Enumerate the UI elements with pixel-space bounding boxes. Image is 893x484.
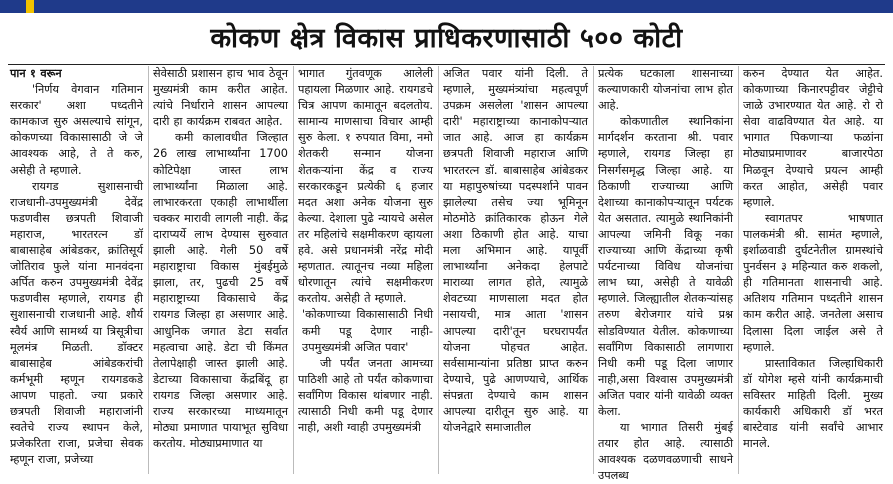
article-paragraph: स्वागतपर भाषणात पालकमंत्री श्री. सामंत म्हणाले, इर्शाळवाडी दुर्घटनेतील ग्रामस्थांचे पुनर्वसन ३ महिन्यात करु शकलो, ही गतिमानता शासनाची आहे. अतिशय गतिमान पध्दतीने शासन काम करीत आहे. जनतेला असाच दिलासा दिला जाईल असे ते म्हणाले.: [743, 211, 883, 354]
article-paragraph: जी पर्यंत जनता आमच्या पाठिशी आहे तो पर्यंत कोकणाचा सर्वांगिण विकास थांबणार नाही. त्यासाठी निधी कमी पडू देणार नाही, अशी ग्वाही उपमुख्यमंत्री: [298, 356, 433, 435]
article-column-5: [598, 66, 733, 483]
article-column-3: [298, 66, 433, 474]
column-divider: [438, 66, 439, 474]
column-divider: [593, 66, 594, 474]
article-column-6: [743, 66, 883, 474]
column-divider: [738, 66, 739, 474]
article-paragraph: कोकणातील स्थानिकांना मार्गदर्शन करताना श्री. पवार म्हणाले, रायगड जिल्हा हा निसर्गसमृद्ध जिल्हा आहे. या ठिकाणी राज्याच्या आणि देशाच्या कानाकोपऱ्यातून पर्यटक येत असतात. त्यामुळे स्थानिकांनी आपल्या जमिनी विकू नका राज्याच्या आणि केंद्राच्या कृषी पर्यटनाच्या विविध योजनांचा लाभ घ्या, असेही ते यावेळी म्हणाले. जिल्ह्यातील शेतकऱ्यांसह तरुण बेरोजगार यांचे प्रश्न सोडविण्यात येतील. कोकणाच्या सर्वांगिण विकासाठी लागणारा निधी कमी पडू दिला जाणार नाही,असा विश्वास उपमुख्यमंत्री अजित पवार यांनी यावेळी व्यक्त केला.: [598, 115, 733, 418]
article-paragraph: रायगड सुशासनाची राजधानी-उपमुख्यमंत्री देवेंद्र फडणवीस छत्रपती शिवाजी महाराज, भारतरत्न डॉ बाबासाहेब आंबेडकर, क्रांतिसूर्य जोतिराव फुले यांना मानवंदना अर्पित करुन उपमुख्यमंत्री देवेंद्र फडणवीस म्हणाले, रायगड ही सुशासनाची राजधानी आहे. शौर्य स्वैर्य आणि सामर्थ्य या त्रिसूत्रीचा मूलमंत्र मिळती. डॉक्टर बाबासाहेब आंबेडकरांची कर्मभूमी म्हणून रायगडकडे आपण पाहतो. ज्या प्रकारे छत्रपती शिवाजी महाराजांनी स्वतेचे राज्य स्थापन केले, प्रजेकरिता राजा, प्रजेचा सेवक म्हणून राजा, प्रजेच्या: [10, 179, 143, 467]
article-paragraph: या भागात तिसरी मुंबई तयार होत आहे. त्यासाठी आवश्यक दळणवळणाची साधने उपलब्ध: [598, 421, 733, 483]
masthead-band: [0, 0, 893, 13]
article-column-2: [153, 66, 288, 474]
article-column-1: [10, 66, 143, 474]
article-paragraph: कमी कालावधीत जिल्हात 26 लाख लाभार्थ्यांना 1700 कोटिपेक्षा जास्त लाभ लाभार्थ्यांना मिळाला आहे. लाभारकरता एकाही लाभार्थीला चक्कर मारावी लागली नाही. केंद्र दाराप्यर्ये लाभ देण्यास सुरुवात झाली आहे. गेली 50 वर्षे महाराष्ट्राचा विकास मुंबईमुळे झाला, तर, पुढची 25 वर्षे महाराष्ट्राच्या विकासाचे केंद्र रायगड जिल्हा हा असणार आहे. आधुनिक जगात डेटा सर्वात महत्वाचा आहे. डेटा ची किंमत तेलापेक्षाही जास्त झाली आहे. डेटाच्या विकासाचा केंद्रबिंदू हा रायगड जिल्हा असणार आहे. राज्य सरकारच्या माध्यमातून मोठ्या प्रमाणात पायाभूत सुविधा करतोय. मोठ्याप्रमाणात या: [153, 131, 288, 451]
article-column-4: [443, 66, 588, 474]
article-paragraph: पान १ वरून: [10, 67, 62, 80]
article-paragraph: अजित पवार यांनी दिली. ते म्हणाले, मुख्यमंत्र्यांचा महत्वपूर्ण उपक्रम असलेला 'शासन आपल्या दारी' महाराष्ट्राच्या कानाकोपऱ्यात जात आहे. आज हा कार्यक्रम छत्रपती शिवाजी महाराज आणि भारतरत्न डॉ. बाबासाहेब आंबेडकर या महापुरुषांच्या पदस्पर्शाने पावन झालेल्या तसेच ज्या भूमिनून मोठमोठे क्रांतिकारक होऊन गेले अशा ठिकाणी होत आहे. याचा मला अभिमान आहे. यापूर्वी लाभार्थ्यांना अनेकदा हेलपाटे माराव्या लागत होते, त्यामुळे शेवटच्या माणसाला मदत होत नसायची, मात्र आता 'शासन आपल्या दारी'तून घरघरापर्यंत योजना पोहचत आहेत. सर्वसामान्यांना प्रतिष्ठा प्राप्त करुन देण्याचे, पुढे आणण्याचे, आर्थिक संपन्नता देण्याचे काम शासन आपल्या दारीतून सुरु आहे. या योजनेद्वारे समाजातील: [443, 67, 588, 435]
article-paragraph: 'निर्णय वेगवान गतिमान सरकार' अशा पध्दतीने कामकाज सुरु असल्याचे सांगून, कोकणच्या विकासासाठी जे जे आवश्यक आहे, ते ते करु, असेही ते म्हणाले.: [10, 83, 143, 177]
subheading: 'कोकणाच्या विकासासाठी निधी कमी पडू देणार नाही- उपमुख्यमंत्री अजित पवार': [302, 308, 433, 354]
article-paragraph: भागात गुंतवणूक आलेली पहायला मिळणार आहे. रायगडचे चित्र आपण कामातून बदलतोय. सामान्य माणसाचा विचार आम्ही सुरु केला. १ रुपयात विमा, नमो शेतकरी सन्मान योजना शेतकऱ्यांना केंद्र व राज्य सरकारकडून प्रत्येकी ६ हजार मदत अशा अनेक योजना सुरु केल्या. देशाला पुढे न्यायचे असेल तर महिलांचे सक्षमीकरण व्हायला हवे. असे प्रधानमंत्री नरेंद्र मोदी म्हणतात. त्यातूनच नव्या महिला धोरणातून त्यांचे सक्षमीकरण करतोय. असेही ते म्हणाले.: [298, 67, 433, 306]
article-paragraph: सेवेसाठी प्रशासन हाच भाव ठेवून मुख्यमंत्री काम करीत आहेत. त्यांचे निर्धाराने शासन आपल्या दारी हा कार्यक्रम राबवत आहेत.: [153, 67, 288, 129]
column-divider: [293, 66, 294, 474]
headline-rule: [8, 64, 885, 65]
masthead-accent: [26, 0, 34, 13]
column-divider: [148, 66, 149, 474]
headline: कोकण क्षेत्र विकास प्राधिकरणासाठी ५०० कोटी: [210, 23, 683, 54]
article-paragraph: प्रत्येक घटकाला शासनाच्या कल्याणकारी योजनांचा लाभ होत आहे.: [598, 67, 733, 113]
article-paragraph: करुन देण्यात येत आहेत. कोकणाच्या किनारपट्टीवर जेट्टीचे जाळे उभारण्यात येत आहे. रो रो सेवा वाढविण्यात येत आहे. या भागात पिकणाऱ्या फळांना मोठ्याप्रमाणावर बाजारपेठा मिळवून देण्याचे प्रयत्न आम्ही करत आहोत, असेही पवार म्हणाले.: [743, 67, 883, 209]
article-paragraph: प्रास्ताविकात जिल्हाधिकारी डॉ योगेश म्हसे यांनी कार्यक्रमाची सविस्तर माहिती दिली. मुख्य कार्यकारी अधिकारी डॉ भरत बास्टेवाड यांनी सर्वांचे आभार मानले.: [743, 356, 883, 451]
